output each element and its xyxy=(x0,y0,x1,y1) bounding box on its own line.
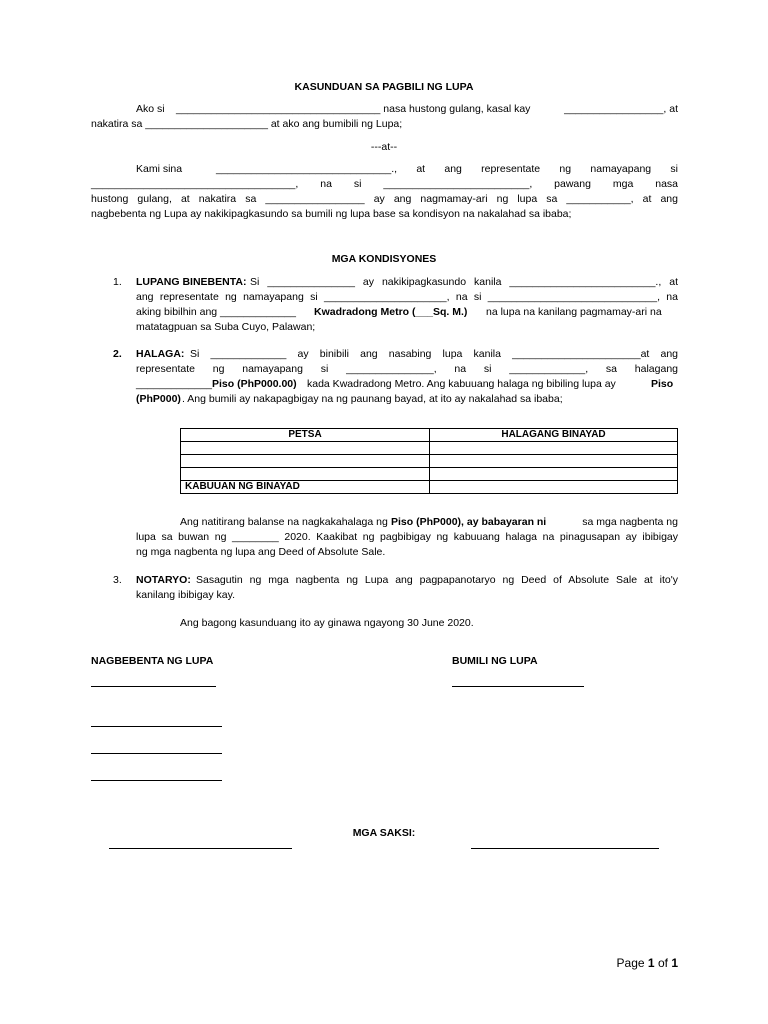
condition-3-line-2: kanilang ibibigay kay. xyxy=(136,589,236,601)
condition-2-line-1: Si _____________ ay binibili ang nasabing lupa kanila ______________________at ang xyxy=(190,348,678,360)
table-total-label: KABUUAN NG BINAYAD xyxy=(181,481,430,494)
condition-3-number: 3. xyxy=(113,574,122,586)
table-cell xyxy=(181,468,430,481)
intro-line-1-b: ___________________________________ nasa hustong gulang, kasal kay xyxy=(176,103,531,115)
buyer-signature-line xyxy=(452,686,584,687)
table-cell xyxy=(430,468,678,481)
seller-signature-line xyxy=(91,780,222,781)
table-cell xyxy=(430,455,678,468)
seller-signature-line xyxy=(91,753,222,754)
condition-2-line-3-d: Piso xyxy=(651,378,674,390)
table-row xyxy=(181,455,678,468)
condition-1-line-3-b: Kwadradong Metro (___Sq. M.) xyxy=(314,306,468,318)
seller-signature-line xyxy=(91,686,216,687)
table-cell xyxy=(181,442,430,455)
condition-2-line-3-a: _____________ xyxy=(136,378,212,390)
table-cell xyxy=(181,455,430,468)
condition-3-label: NOTARYO: xyxy=(136,574,191,586)
seller-signature-label: NAGBEBENTA NG LUPA xyxy=(91,655,214,667)
sellers-line-3: hustong gulang, at nakatira sa _________________ ay ang nagmamay-ari ng lupa sa ___________, at ang xyxy=(91,193,678,205)
table-cell xyxy=(430,442,678,455)
balance-line-1-a: Ang natitirang balanse na nagkakahalaga ng xyxy=(180,516,388,528)
table-total-row xyxy=(181,481,678,494)
condition-1-number: 1. xyxy=(113,276,122,288)
balance-line-2: lupa sa buwan ng ________ 2020. Kaakibat ng pagbibigay ng kabuuang halaga na pinagusapan ay ibibigay xyxy=(136,531,678,543)
condition-1-line-3-a: aking bibilhin ang _____________ xyxy=(136,306,296,318)
intro-line-2: nakatira sa _____________________ at ako ang bumibili ng Lupa; xyxy=(91,118,403,130)
sellers-line-1-b: ______________________________., at ang representate ng namayapang si xyxy=(216,163,678,175)
condition-2-line-3-c: kada Kwadradong Metro. Ang kabuuang halaga ng bibiling lupa ay xyxy=(307,378,616,390)
page-number xyxy=(617,955,678,971)
intro-line-1-a: Ako si xyxy=(136,103,165,115)
seller-signature-line xyxy=(91,726,222,727)
table-header-date: PETSA xyxy=(181,429,430,442)
witnesses-label: MGA SAKSI: xyxy=(352,827,416,839)
condition-2-line-4-b: . Ang bumili ay nakapagbigay na ng paunang bayad, at ito ay nakalahad sa ibaba; xyxy=(182,393,563,405)
condition-3-line-1: Sasagutin ng mga nagbenta ng Lupa ang pagpapanotaryo ng Deed of Absolute Sale at ito'y xyxy=(196,574,678,586)
balance-line-1-b: Piso (PhP000), ay babayaran ni xyxy=(391,516,547,528)
table-row xyxy=(181,442,678,455)
condition-1-line-1: Si _______________ ay nakikipagkasundo kanila _________________________., at xyxy=(250,276,678,288)
table-row xyxy=(181,468,678,481)
agreement-date-line: Ang bagong kasunduang ito ay ginawa ngayong 30 June 2020. xyxy=(180,617,474,629)
condition-2-line-4-a: (PhP000) xyxy=(136,393,181,405)
total-pages: 1 xyxy=(671,956,678,970)
condition-1-line-2: ang representate ng namayapang si _____________________, na si _____________________________, na xyxy=(136,291,678,303)
buyer-signature-label: BUMILI NG LUPA xyxy=(452,655,538,667)
table-header-row xyxy=(181,429,678,442)
condition-2-number: 2. xyxy=(113,348,122,360)
balance-line-1-c: sa mga nagbenta ng xyxy=(582,516,678,528)
sellers-line-1-a: Kami sina xyxy=(136,163,183,175)
condition-1-label: LUPANG BINEBENTA: xyxy=(136,276,247,288)
condition-2-line-3-b: Piso (PhP000.00) xyxy=(212,378,297,390)
sellers-line-2: ___________________________________, na si _________________________, pawang mga nasa xyxy=(91,178,678,190)
table-header-amount: HALAGANG BINAYAD xyxy=(430,429,678,442)
current-page: 1 xyxy=(647,956,655,970)
condition-2-line-2: representate ng namayapang si _______________, na si _____________, sa halagang xyxy=(136,363,678,375)
page-word: Page xyxy=(616,956,645,970)
witness-signature-line xyxy=(471,848,659,849)
condition-2-label: HALAGA: xyxy=(136,348,185,360)
condition-1-line-3-c: na lupa na kanilang pagmamay-ari na xyxy=(486,306,662,318)
balance-line-3: ng mga nagbenta ng lupa ang Deed of Absolute Sale. xyxy=(136,546,386,558)
witness-signature-line xyxy=(109,848,292,849)
intro-line-1-c: _________________, at xyxy=(564,103,678,115)
condition-1-line-4: matatagpuan sa Suba Cuyo, Palawan; xyxy=(136,321,316,333)
payments-table xyxy=(180,428,678,494)
table-total-value xyxy=(430,481,678,494)
separator-text: ---at-- xyxy=(370,141,398,153)
of-word: of xyxy=(657,956,668,970)
document-title: KASUNDUAN SA PAGBILI NG LUPA xyxy=(294,81,474,93)
conditions-heading: MGA KONDISYONES xyxy=(331,253,437,265)
sellers-line-4: nagbebenta ng Lupa ay nakikipagkasundo sa bumili ng lupa base sa kondisyon na nakalahad sa ibaba; xyxy=(91,208,572,220)
